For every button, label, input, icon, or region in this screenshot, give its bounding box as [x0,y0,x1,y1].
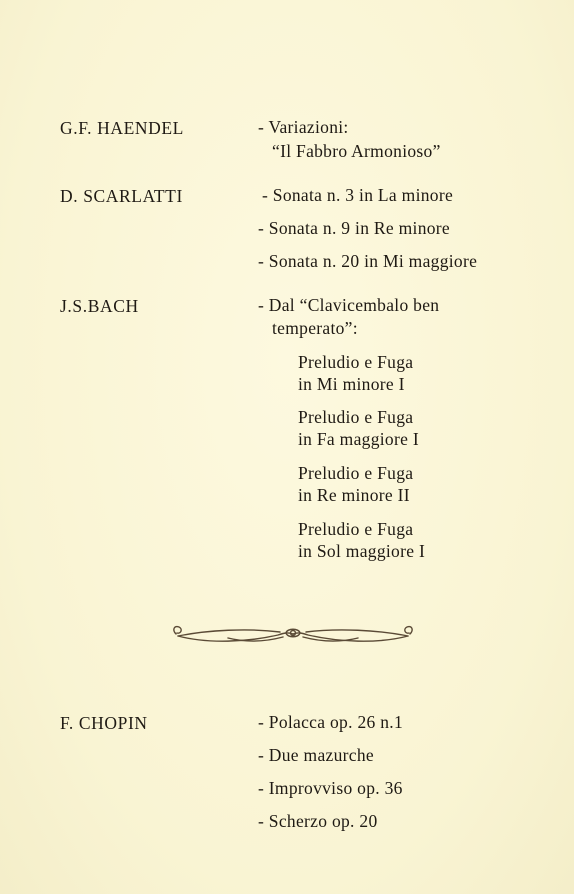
bach-prelude-2 [298,406,419,450]
scarlatti-piece-1: - Sonata n. 3 in La minore [262,185,454,205]
bach-intro-line2: temperato”: [272,318,358,338]
bach-prelude-4 [298,518,425,562]
bach-prelude-3-line1: Preludio e Fuga [298,463,414,483]
scarlatti-piece-2: - Sonata n. 9 in Re minore [258,218,451,238]
composer-bach: J.S.BACH [60,296,139,316]
bach-intro-line1: - Dal “Clavicembalo ben [258,295,440,315]
haendel-piece-1-line2: “Il Fabbro Armonioso” [272,141,441,161]
bach-prelude-3-line2: in Re minore II [298,485,410,505]
haendel-piece-1-line1: - Variazioni: [258,117,349,137]
scroll-flourish-icon [168,620,418,650]
chopin-piece-2: - Due mazurche [258,745,374,765]
bach-prelude-1-line1: Preludio e Fuga [298,352,414,372]
composer-scarlatti: D. SCARLATTI [60,186,183,206]
chopin-piece-4: - Scherzo op. 20 [258,811,378,831]
bach-prelude-1-line2: in Mi minore I [298,374,405,394]
composer-chopin: F. CHOPIN [60,713,148,733]
bach-prelude-2-line2: in Fa maggiore I [298,429,419,449]
bach-prelude-4-line2: in Sol maggiore I [298,541,426,561]
bach-prelude-1 [298,351,413,395]
composer-haendel: G.F. HAENDEL [60,118,184,138]
scarlatti-piece-3: - Sonata n. 20 in Mi maggiore [258,251,478,271]
bach-prelude-3 [298,462,413,506]
bach-prelude-4-line1: Preludio e Fuga [298,519,414,539]
chopin-piece-3: - Improvviso op. 36 [258,778,403,798]
chopin-piece-1: - Polacca op. 26 n.1 [258,712,403,732]
bach-prelude-2-line1: Preludio e Fuga [298,407,414,427]
